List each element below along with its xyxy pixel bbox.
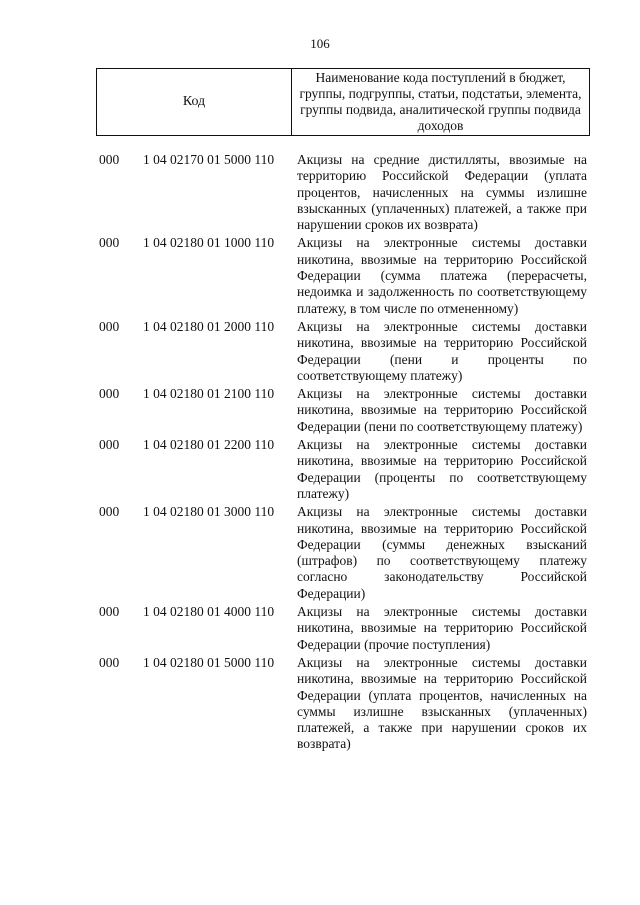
table-row [96,386,590,435]
admin-code: 000 [99,235,120,251]
revenue-code: 1 04 02180 01 2200 110 [143,437,275,453]
admin-code: 000 [99,318,120,334]
revenue-name: Акцизы на средние дистилляты, ввозимые на территорию Российской Федерации (уплата процентов, начисленных на суммы излишне взысканных (уплаченных) платежей, а также при нарушении сроков их возврата) [297,152,587,233]
table-row [96,319,590,384]
revenue-name: Акцизы на электронные системы доставки никотина, ввозимые на территорию Российской Федерации (сумма платежа (перерасчеты, недоимка и задолженность по соответствующему платежу, в том числе по отмененному) [297,235,587,316]
admin-code: 000 [99,152,120,167]
table-row [96,655,590,753]
revenue-code: 1 04 02180 01 4000 110 [143,604,275,620]
revenue-code: 1 04 02180 01 5000 110 [143,654,275,670]
table-row [96,437,590,502]
revenue-code: 1 04 02180 01 1000 110 [143,235,275,251]
page-number: 106 [310,36,330,51]
admin-code: 000 [99,504,120,520]
revenue-code: 1 04 02180 01 2000 110 [143,318,275,334]
table-row [96,152,590,233]
code-list [96,152,590,755]
revenue-name: Акцизы на электронные системы доставки никотина, ввозимые на территорию Российской Федерации (суммы денежных взысканий (штрафов) по соответствующему платежу согласно законодательству Российской Федерации) [297,504,587,601]
table-row [96,504,590,602]
header-code-cell: Код [97,69,292,135]
revenue-name: Акцизы на электронные системы доставки никотина, ввозимые на территорию Российской Федерации (пени и проценты по соответствующему платежу) [297,318,587,383]
revenue-name: Акцизы на электронные системы доставки никотина, ввозимые на территорию Российской Федерации (пени по соответствующему платежу) [297,386,587,434]
admin-code: 000 [99,654,120,670]
admin-code: 000 [99,604,120,620]
revenue-name: Акцизы на электронные системы доставки никотина, ввозимые на территорию Российской Федерации (проценты по соответствующему платежу) [297,437,587,501]
revenue-code: 1 04 02180 01 2100 110 [143,386,275,402]
admin-code: 000 [99,437,120,453]
revenue-name: Акцизы на электронные системы доставки никотина, ввозимые на территорию Российской Федерации (уплата процентов, начисленных на суммы излишне взысканных (уплаченных) платежей, а также при нарушении сроков их возврата) [297,654,587,752]
table-row [96,604,590,653]
header-name-cell: Наименование кода поступлений в бюджет, группы, подгруппы, статьи, подстатьи, элемента, группы подвида, аналитической группы подвида доходов [299,70,582,133]
revenue-name: Акцизы на электронные системы доставки никотина, ввозимые на территорию Российской Федерации (прочие поступления) [297,604,587,652]
table-header [96,68,590,136]
table-row [96,235,590,316]
revenue-code: 1 04 02170 01 5000 110 [143,152,275,167]
revenue-code: 1 04 02180 01 3000 110 [143,504,275,520]
admin-code: 000 [99,386,120,402]
